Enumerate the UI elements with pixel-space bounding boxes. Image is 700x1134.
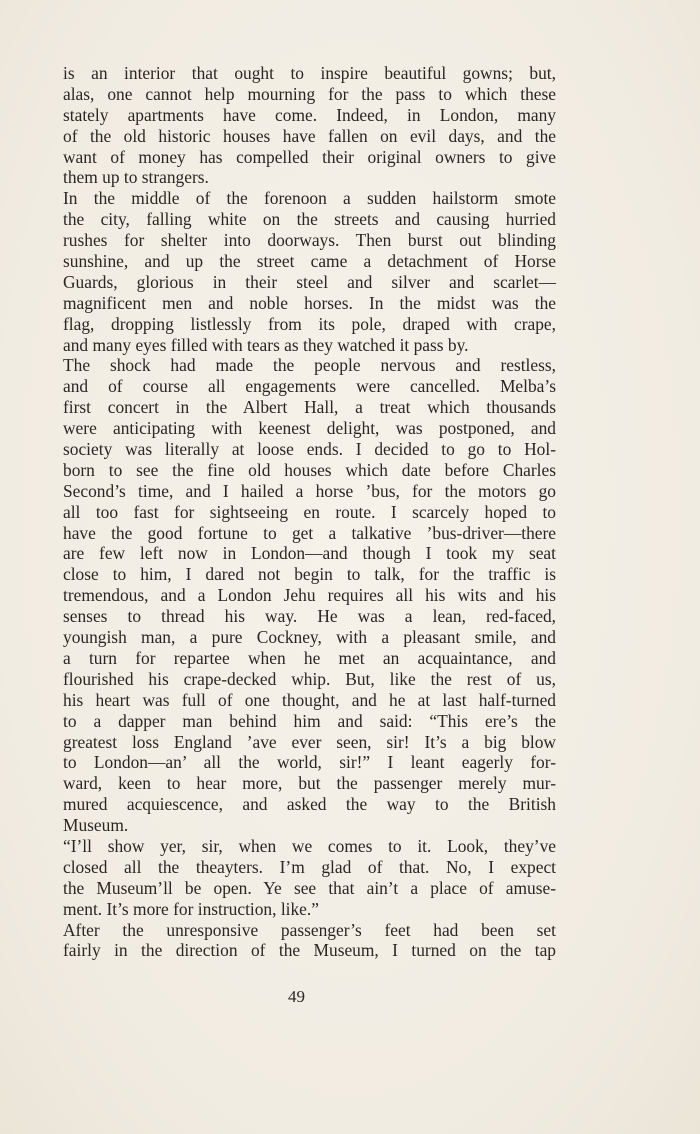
text-line: ward, keen to hear more, but the passenger merely mur- <box>63 773 556 794</box>
text-line: them up to strangers. <box>63 167 209 188</box>
text-line: a turn for repartee when he met an acquaintance, and <box>63 647 556 668</box>
text-line: alas, one cannot help mourning for the pass to which these <box>63 83 556 104</box>
text-line: of the old historic houses have fallen on evil days, and the <box>63 125 556 146</box>
text-line: were anticipating with keenest delight, was postponed, and <box>63 418 556 439</box>
text-line: flag, dropping listlessly from its pole, draped with crape, <box>63 313 556 334</box>
text-line: the city, falling white on the streets and causing hurried <box>63 209 556 230</box>
text-line: to a dapper man behind him and said: “This ere’s the <box>63 710 556 731</box>
text-line: magnificent men and noble horses. In the midst was the <box>63 292 556 313</box>
text-line: closed all the theayters. I’m glad of that. No, I expect <box>63 856 556 877</box>
text-line: and many eyes filled with tears as they watched it pass by. <box>63 334 469 355</box>
body-text <box>63 63 556 961</box>
text-line: After the unresponsive passenger’s feet had been set <box>63 919 556 940</box>
text-line: The shock had made the people nervous and restless, <box>63 355 556 376</box>
text-line: want of money has compelled their original owners to give <box>63 146 556 167</box>
text-line: and of course all engagements were cancelled. Melba’s <box>63 376 556 397</box>
text-line: born to see the fine old houses which date before Charles <box>63 459 556 480</box>
text-line: mured acquiescence, and asked the way to the British <box>63 794 556 815</box>
text-line: “I’ll show yer, sir, when we comes to it. Look, they’ve <box>63 835 556 856</box>
text-line: stately apartments have come. Indeed, in London, many <box>63 104 556 125</box>
text-line: society was literally at loose ends. I decided to go to Hol- <box>63 439 556 460</box>
text-line: his heart was full of one thought, and he at last half-turned <box>63 689 556 710</box>
text-line: all too fast for sightseeing en route. I scarcely hoped to <box>63 501 556 522</box>
text-line: Second’s time, and I hailed a horse ’bus, for the motors go <box>63 480 556 501</box>
text-line: Museum. <box>63 815 129 836</box>
text-line: flourished his crape-decked whip. But, like the rest of us, <box>63 668 556 689</box>
text-line: is an interior that ought to inspire beautiful gowns; but, <box>63 63 556 83</box>
text-line: close to him, I dared not begin to talk, for the traffic is <box>63 564 556 585</box>
text-line: tremendous, and a London Jehu requires all his wits and his <box>63 585 556 606</box>
text-line: fairly in the direction of the Museum, I turned on the tap <box>63 940 556 961</box>
text-line: have the good fortune to get a talkative ’bus-driver—there <box>63 522 556 543</box>
text-line: greatest loss England ’ave ever seen, sir! It’s a big blow <box>63 731 556 752</box>
text-line: to London—an’ all the world, sir!” I leant eagerly for- <box>63 752 556 773</box>
text-line: youngish man, a pure Cockney, with a pleasant smile, and <box>63 627 556 648</box>
text-line: rushes for shelter into doorways. Then burst out blinding <box>63 230 556 251</box>
text-line: are few left now in London—and though I took my seat <box>63 543 556 564</box>
text-line: In the middle of the forenoon a sudden hailstorm smote <box>63 188 556 209</box>
text-line: Guards, glorious in their steel and silver and scarlet— <box>63 271 556 292</box>
text-line: first concert in the Albert Hall, a treat which thousands <box>63 397 556 418</box>
text-line: senses to thread his way. He was a lean, red-faced, <box>63 606 556 627</box>
page-number: 49 <box>288 987 305 1006</box>
text-line: ment. It’s more for instruction, like.” <box>63 898 319 919</box>
text-line: the Museum’ll be open. Ye see that ain’t a place of amuse- <box>63 877 556 898</box>
text-line: sunshine, and up the street came a detachment of Horse <box>63 251 556 272</box>
